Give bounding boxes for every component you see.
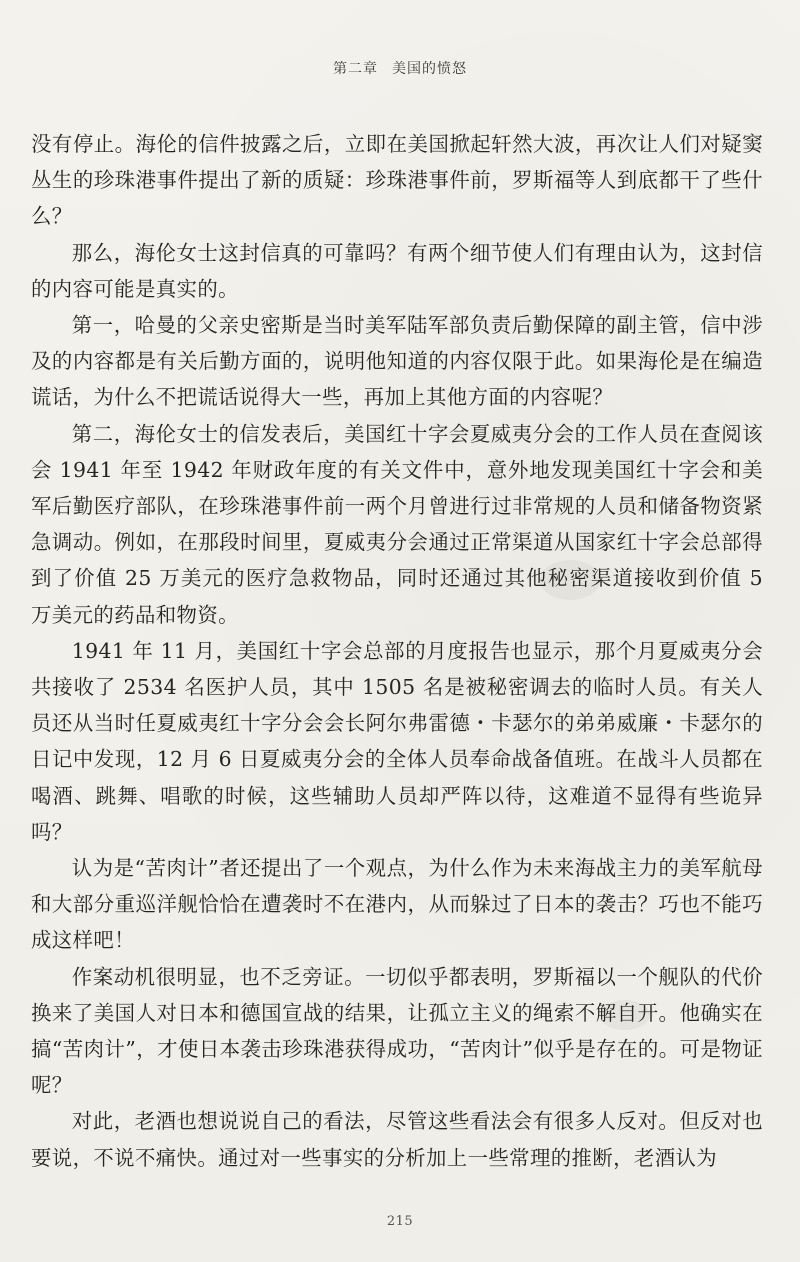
paragraph: 第一，哈曼的父亲史密斯是当时美军陆军部负责后勤保障的副主管，信中涉及的内容都是有关后勤方面的，说明他知道的内容仅限于此。如果海伦是在编造谎话，为什么不把谎话说得大一些，再加上其他方面的内容呢？: [31, 313, 763, 410]
paragraph: 对此，老酒也想说说自己的看法，尽管这些看法会有很多人反对。但反对也要说，不说不痛快。通过对一些事实的分析加上一些常理的推断，老酒认为: [31, 1109, 763, 1170]
paragraph: 作案动机很明显，也不乏旁证。一切似乎都表明，罗斯福以一个舰队的代价换来了美国人对日本和德国宣战的结果，让孤立主义的绳索不解自开。他确实在搞“苦肉计”，才使日本袭击珍珠港获得成功，“苦肉计”似乎是存在的。可是物证呢？: [31, 964, 763, 1098]
paragraph: 那么，海伦女士这封信真的可靠吗？有两个细节使人们有理由认为，这封信的内容可能是真实的。: [31, 240, 763, 301]
paragraph: 1941 年 11 月，美国红十字会总部的月度报告也显示，那个月夏威夷分会共接收了 2534 名医护人员，其中 1505 名是被秘密调去的临时人员。有关人员还从当时任夏威夷红十字分会会长阿尔弗雷德・卡瑟尔的弟弟威廉・卡瑟尔的日记中发现，12 月 6 日夏威夷分会的全体人员奉命战备值班。在战斗人员都在喝酒、跳舞、唱歌的时候，这些辅助人员却严阵以待，这难道不显得有些诡异吗？: [31, 638, 763, 844]
running-header: [0, 58, 800, 78]
paragraph: 认为是“苦肉计”者还提出了一个观点，为什么作为未来海战主力的美军航母和大部分重巡洋舰恰恰在遭袭时不在港内，从而躲过了日本的袭击？巧也不能巧成这样吧！: [31, 856, 763, 953]
chapter-title: 美国的愤怒: [392, 61, 467, 77]
body-text: [31, 126, 763, 1176]
paragraph: 没有停止。海伦的信件披露之后，立即在美国掀起轩然大波，再次让人们对疑窦丛生的珍珠港事件提出了新的质疑：珍珠港事件前，罗斯福等人到底都干了些什么？: [31, 132, 763, 229]
paragraph: 第二，海伦女士的信发表后，美国红十字会夏威夷分会的工作人员在查阅该会 1941 年至 1942 年财政年度的有关文件中，意外地发现美国红十字会和美军后勤医疗部队，在珍珠港事件前一两个月曾进行过非常规的人员和储备物资紧急调动。例如，在那段时间里，夏威夷分会通过正常渠道从国家红十字会总部得到了价值 25 万美元的医疗急救物品，同时还通过其他秘密渠道接收到价值 5 万美元的药品和物资。: [31, 421, 763, 627]
chapter-label: 第二章: [333, 61, 378, 77]
page-number: 215: [386, 1214, 414, 1229]
